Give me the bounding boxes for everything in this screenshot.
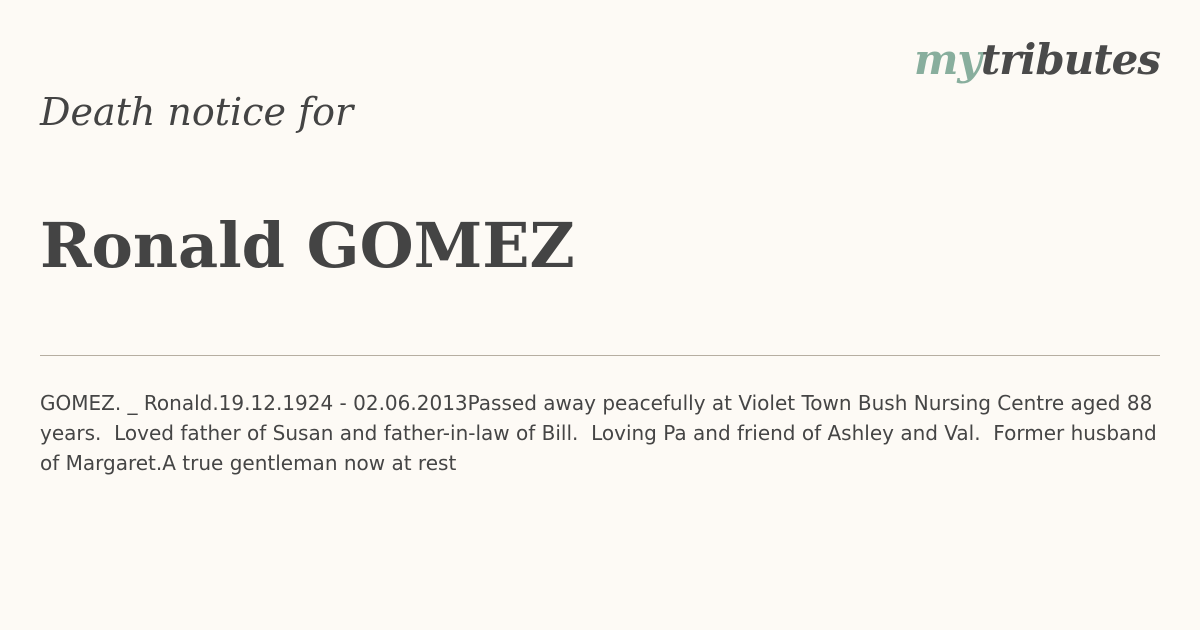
notice-text: GOMEZ. _ Ronald.19.12.1924 - 02.06.2013Passed away peacefully at Violet Town Bush Nursing Centre aged 88 years. Loved father of Susan and father-in-law of Bill. Loving Pa and friend of Ashley and Val. Former husband of Margaret.A true gentleman now at rest — [40, 391, 1164, 475]
logo-tributes-text: tributes — [980, 35, 1160, 84]
logo-my-text: my — [913, 35, 981, 84]
mytributes-logo — [914, 34, 1160, 86]
death-notice-label: Death notice for — [40, 90, 354, 134]
deceased-name-heading: Ronald GOMEZ — [40, 209, 575, 282]
section-divider — [40, 355, 1160, 356]
